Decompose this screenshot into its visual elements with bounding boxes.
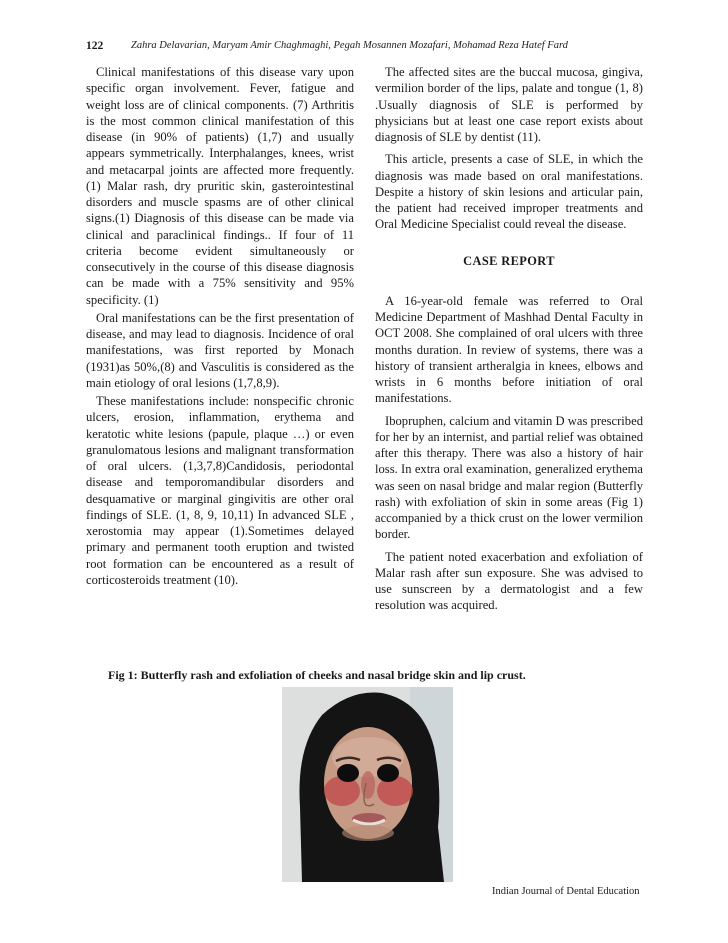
section-heading-case-report: CASE REPORT — [463, 253, 555, 268]
body-paragraph: These manifestations include: nonspecific chronic ulcers, erosion, inflammation, erythema and keratotic white lesions (papule, plaque …) or even granulomatous lesions and malignant transformation of oral ulcers. (1,3,7,8)Candidosis, periodontal disease and temporomandibular disorders and desquamative or marginal gingivitis are other oral findings of SLE. (1, 8, 9, 10,11) In advanced SLE , xerostomia may appear (1).Sometimes delayed primary and permanent tooth eruption and twisted root formation can be encountered as a result of corticosteroids treatment (10). — [86, 394, 354, 587]
right-column — [375, 64, 643, 616]
running-head-authors: Zahra Delavarian, Maryam Amir Chaghmaghi, Pegah Mosannen Mozafari, Mohamad Reza Hatef Fard — [131, 40, 568, 51]
body-paragraph: This article, presents a case of SLE, in which the diagnosis was made based on oral manifestations. Despite a history of skin lesions and articular pain, the patient had received improper treatments and Oral Medicine Specialist could reveal the disease. — [375, 152, 643, 232]
body-paragraph: Oral manifestations can be the first presentation of disease, and may lead to diagnosis. Incidence of oral manifestations, was first reported by Monach (1931)as 50%,(8) and Vasculitis is considered as the main etiology of oral lesions (1,7,8,9). — [86, 310, 354, 390]
footer-journal-name: Indian Journal of Dental Education — [492, 886, 640, 897]
body-paragraph: The patient noted exacerbation and exfoliation of Malar rash after sun exposure. She was advised to use sunscreen by a dermatologist and a few resolution was acquired. — [375, 549, 643, 613]
patient-photo-illustration — [282, 687, 453, 882]
body-paragraph: The affected sites are the buccal mucosa, gingiva, vermilion border of the lips, palate and tongue (1, 8) .Usually diagnosis of SLE is performed by physicians but at least one case report exists about diagnosis of SLE by dentist (11). — [375, 65, 643, 144]
body-paragraph: Clinical manifestations of this disease vary upon specific organ involvement. Fever, fatigue and weight loss are of clinical components. (7) Arthritis is the most common clinical manifestation of this disease (in 90% of patients) (1,7) and usually appears symmetrically. Interphalanges, knees, wrist and metacarpal joints are affected more frequently.(1) Malar rash, dry pruritic skin, gasterointestinal disorders and muscle spasms are of other clinical signs.(1) Diagnosis of this disease can be made via clinical and paraclinical findings.. If four of 11 criteria become evident simultaneously or consecutively in the course of this disease diagnosis can be made with a 75% sensitivity and 95% specificity. (1) — [86, 65, 354, 307]
figure-caption: Fig 1: Butterfly rash and exfoliation of cheeks and nasal bridge skin and lip crust. — [108, 668, 526, 682]
left-column — [86, 64, 354, 590]
body-paragraph: Ibopruphen, calcium and vitamin D was prescribed for her by an internist, and partial relief was obtained after this therapy. There was also a history of hair loss. In extra oral examination, generalized erythema was seen on nasal bridge and malar region (Butterfly rash) with exfoliation of skin in some areas (Fig 1) accompanied by a thick crust on the lower vermilion border. — [375, 413, 643, 542]
body-paragraph: A 16-year-old female was referred to Oral Medicine Department of Mashhad Dental Faculty in OCT 2008. She complained of oral ulcers with three months duration. In review of systems, there was a history of transient artheralgia in knees, elbows and wrists in 6 months before initiation of oral manifestations. — [375, 293, 643, 406]
page-number: 122 — [86, 40, 104, 52]
patient-photo — [282, 687, 453, 882]
